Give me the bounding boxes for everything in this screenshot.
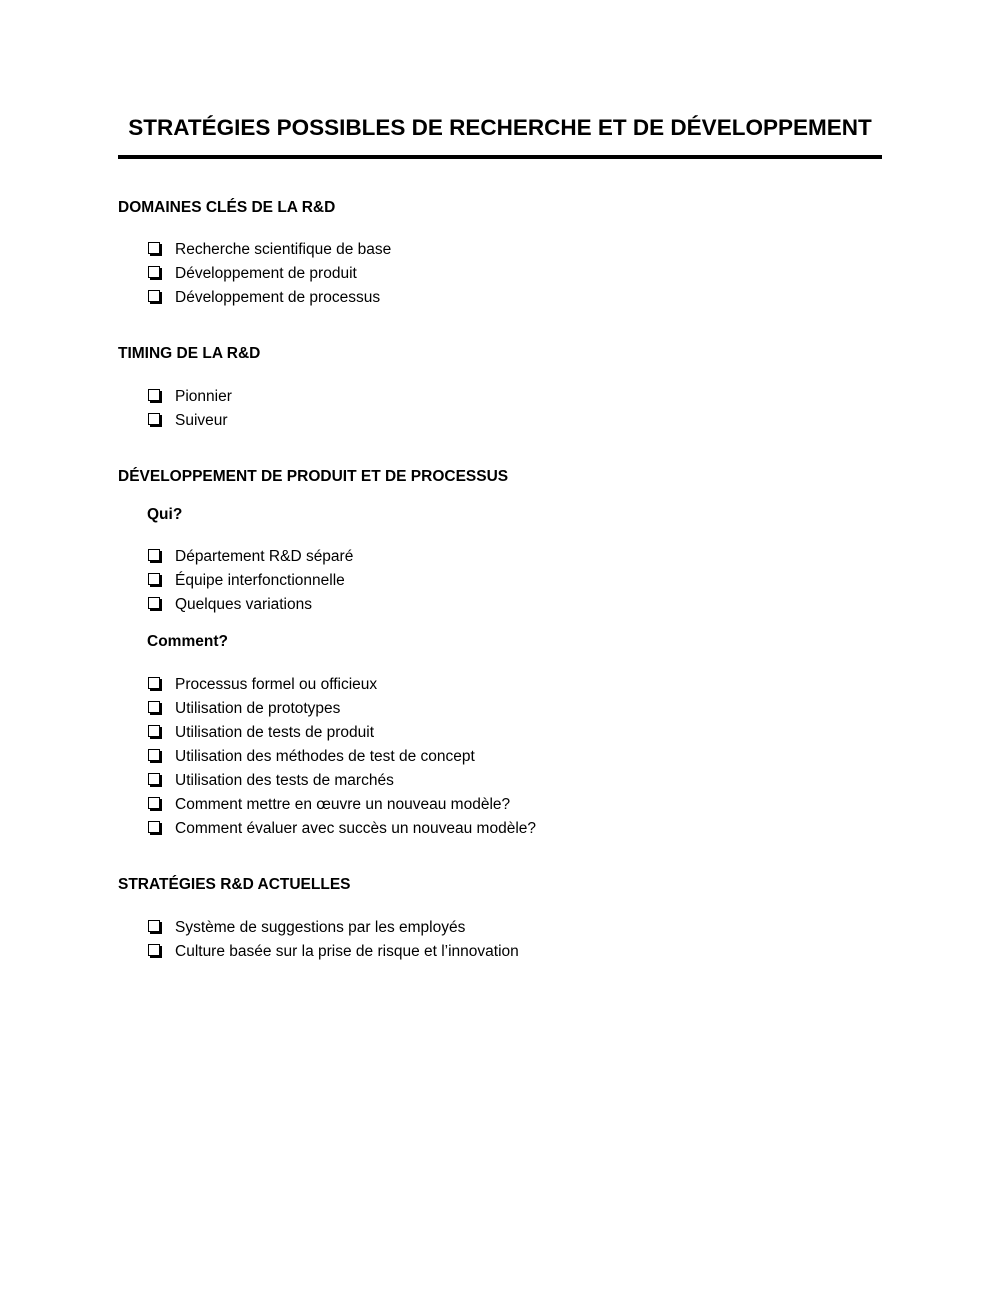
title-divider [118, 155, 882, 159]
checklist-item-label: Utilisation de prototypes [175, 700, 341, 717]
checkbox-icon[interactable] [148, 290, 160, 302]
checklist-item-label: Comment évaluer avec succès un nouveau modèle? [175, 820, 537, 837]
checklist-item-label: Recherche scientifique de base [175, 241, 392, 258]
checkbox-icon[interactable] [148, 266, 160, 278]
checklist-item[interactable] [148, 769, 536, 793]
checklist-item[interactable] [148, 593, 353, 617]
checklist-item-label: Suiveur [175, 412, 228, 429]
checkbox-icon[interactable] [148, 725, 160, 737]
checklist-item[interactable] [148, 385, 232, 409]
checkbox-icon[interactable] [148, 749, 160, 761]
checklist-item[interactable] [148, 817, 536, 841]
checklist-item[interactable] [148, 940, 519, 964]
checklist-item-label: Équipe interfonctionnelle [175, 572, 345, 589]
checklist-item[interactable] [148, 721, 536, 745]
section-heading-strategies-actuelles: STRATÉGIES R&D ACTUELLES [118, 876, 351, 893]
checklist-item[interactable] [148, 697, 536, 721]
checklist-item-label: Utilisation des méthodes de test de concept [175, 748, 475, 765]
checklist-item[interactable] [148, 569, 353, 593]
checkbox-icon[interactable] [148, 944, 160, 956]
checklist-item[interactable] [148, 916, 519, 940]
checkbox-icon[interactable] [148, 413, 160, 425]
checkbox-icon[interactable] [148, 597, 160, 609]
checkbox-icon[interactable] [148, 920, 160, 932]
checklist-item-label: Développement de processus [175, 289, 381, 306]
checklist-item-label: Quelques variations [175, 596, 312, 613]
subheading-qui: Qui? [147, 506, 183, 523]
checklist-item[interactable] [148, 745, 536, 769]
checklist-item[interactable] [148, 238, 391, 262]
checkbox-icon[interactable] [148, 242, 160, 254]
checkbox-icon[interactable] [148, 701, 160, 713]
checklist-item-label: Développement de produit [175, 265, 357, 282]
checklist-item[interactable] [148, 286, 391, 310]
checklist-item[interactable] [148, 793, 536, 817]
section-heading-timing: TIMING DE LA R&D [118, 345, 261, 362]
checklist-item-label: Département R&D séparé [175, 548, 354, 565]
checklist-timing [148, 385, 232, 433]
checkbox-icon[interactable] [148, 797, 160, 809]
checklist-item-label: Culture basée sur la prise de risque et l’innovation [175, 943, 519, 960]
checklist-strategies-actuelles [148, 916, 519, 964]
checklist-item-label: Système de suggestions par les employés [175, 919, 466, 936]
checklist-comment [148, 673, 536, 841]
checkbox-icon[interactable] [148, 773, 160, 785]
checklist-qui [148, 545, 353, 617]
checklist-item-label: Utilisation des tests de marchés [175, 772, 394, 789]
checkbox-icon[interactable] [148, 821, 160, 833]
checklist-item-label: Utilisation de tests de produit [175, 724, 375, 741]
checklist-item[interactable] [148, 545, 353, 569]
checkbox-icon[interactable] [148, 389, 160, 401]
checklist-item-label: Comment mettre en œuvre un nouveau modèle? [175, 796, 511, 813]
checklist-item-label: Processus formel ou officieux [175, 676, 378, 693]
checklist-item[interactable] [148, 673, 536, 697]
section-heading-domaines: DOMAINES CLÉS DE LA R&D [118, 199, 336, 216]
checkbox-icon[interactable] [148, 549, 160, 561]
page-title: STRATÉGIES POSSIBLES DE RECHERCHE ET DE DÉVELOPPEMENT [128, 115, 872, 140]
checkbox-icon[interactable] [148, 677, 160, 689]
section-heading-developpement: DÉVELOPPEMENT DE PRODUIT ET DE PROCESSUS [118, 468, 509, 485]
subheading-comment: Comment? [147, 633, 228, 650]
checklist-domaines [148, 238, 391, 310]
checkbox-icon[interactable] [148, 573, 160, 585]
checklist-item[interactable] [148, 262, 391, 286]
checklist-item[interactable] [148, 409, 232, 433]
checklist-item-label: Pionnier [175, 388, 232, 405]
